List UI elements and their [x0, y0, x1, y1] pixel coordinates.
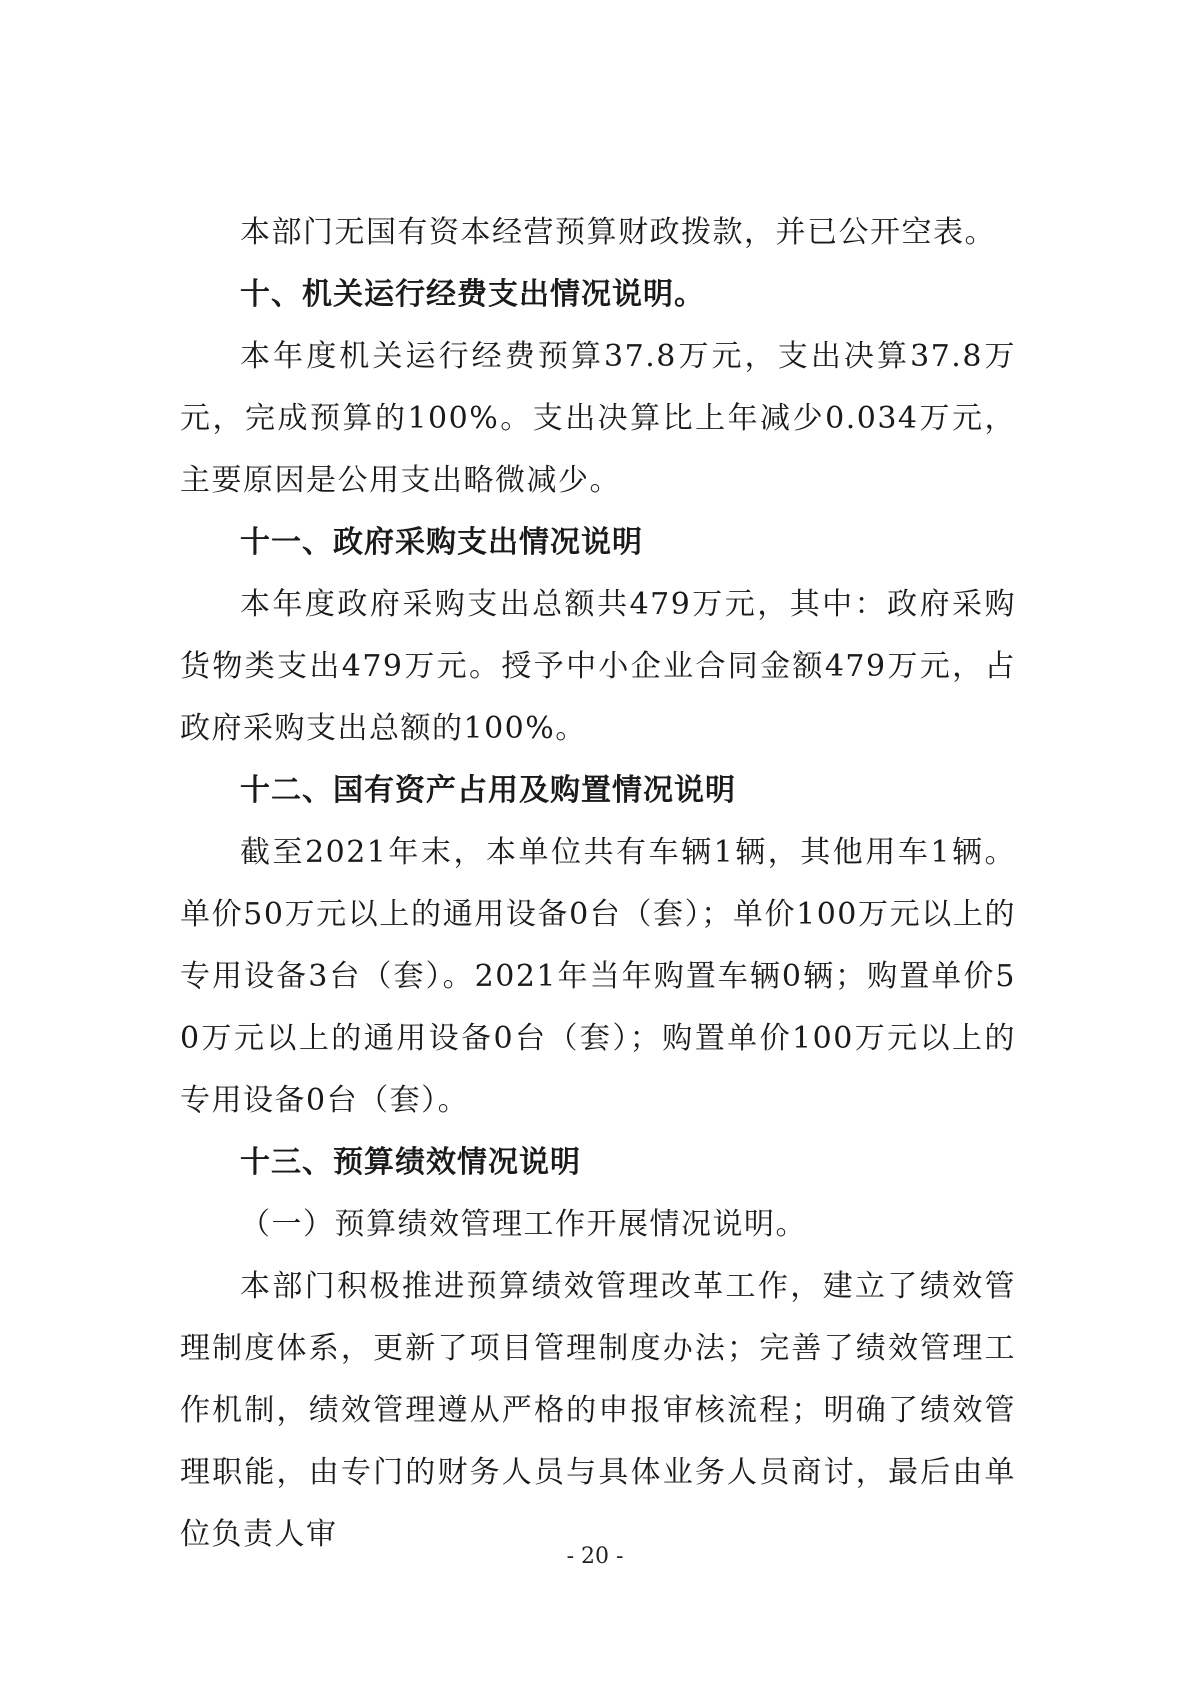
- section-heading-operating-expenses: 十、机关运行经费支出情况说明。: [240, 277, 705, 312]
- paragraph-performance-management: 本部门积极推进预算绩效管理改革工作，建立了绩效管理制度体系，更新了项目管理制度办法；完善了绩效管理工作机制，绩效管理遵从严格的申报审核流程；明确了绩效管理职能，由专门的财务人员与具体业务人员商讨，最后由单位负责人审: [180, 1269, 1016, 1552]
- section-heading-performance: 十三、预算绩效情况说明: [240, 1145, 581, 1180]
- paragraph-state-assets: 截至2021年末，本单位共有车辆1辆，其他用车1辆。单价50万元以上的通用设备0台（套）；单价100万元以上的专用设备3台（套）。2021年当年购置车辆0辆；购置单价50万元以上的通用设备0台（套）；购置单价100万元以上的专用设备0台（套）。: [180, 835, 1016, 1118]
- paragraph-state-capital-budget: 本部门无国有资本经营预算财政拨款，并已公开空表。: [240, 215, 996, 250]
- section-heading-procurement: 十一、政府采购支出情况说明: [240, 525, 643, 560]
- page-number: - 20 -: [566, 1544, 624, 1569]
- paragraph-operating-expenses: 本年度机关运行经费预算37.8万元，支出决算37.8万元，完成预算的100%。支出决算比上年减少0.034万元，主要原因是公用支出略微减少。: [180, 339, 1016, 498]
- document-body: [180, 202, 1016, 1566]
- paragraph-procurement: 本年度政府采购支出总额共479万元，其中：政府采购货物类支出479万元。授予中小企业合同金额479万元，占政府采购支出总额的100%。: [180, 587, 1016, 746]
- subsection-heading-performance-management: （一）预算绩效管理工作开展情况说明。: [240, 1207, 807, 1242]
- section-heading-state-assets: 十二、国有资产占用及购置情况说明: [240, 773, 736, 808]
